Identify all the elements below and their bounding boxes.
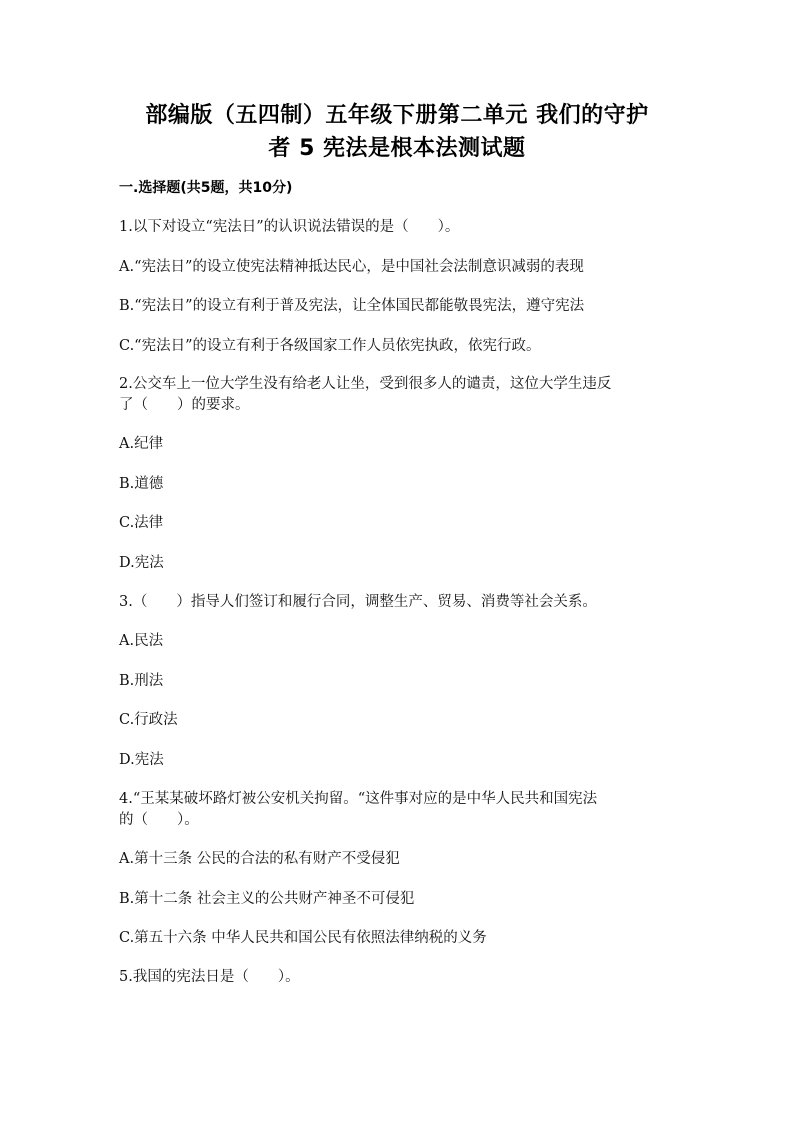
question-4-stem-line-2: 的（ ）。 (119, 812, 199, 828)
question-2-option-a: A.纪律 (119, 436, 164, 452)
section-heading: 一.选择题(共5题，共10分) (119, 180, 293, 196)
question-4-option-b: B.第十二条 社会主义的公共财产神圣不可侵犯 (119, 891, 415, 907)
question-3-option-d: D.宪法 (119, 752, 164, 768)
question-4-stem-line-1: 4.“王某某破坏路灯被公安机关拘留。“这件事对应的是中华人民共和国宪法 (119, 791, 598, 807)
question-1-stem: 1.以下对设立“宪法日”的认识说法错误的是（ ）。 (119, 219, 460, 235)
question-3-option-a: A.民法 (119, 633, 164, 649)
question-4-option-c: C.第五十六条 中华人民共和国公民有依照法律纳税的义务 (119, 930, 487, 946)
question-2-option-c: C.法律 (119, 515, 164, 531)
question-4-option-a: A.第十三条 公民的合法的私有财产不受侵犯 (119, 851, 400, 867)
question-2-stem-line-2: 了（ ）的要求。 (119, 397, 250, 413)
question-1-option-c: C.“宪法日”的设立有利于各级国家工作人员依宪执政，依宪行政。 (119, 338, 541, 354)
question-2-option-b: B.道德 (119, 476, 164, 492)
question-2-stem-line-1: 2.公交车上一位大学生没有给老人让坐，受到很多人的谴责，这位大学生违反 (119, 376, 612, 392)
question-5-stem: 5.我国的宪法日是（ ）。 (119, 969, 300, 985)
question-3-option-c: C.行政法 (119, 712, 178, 728)
question-1-option-a: A.“宪法日”的设立使宪法精神抵达民心，是中国社会法制意识减弱的表现 (119, 259, 584, 275)
question-2-option-d: D.宪法 (119, 555, 164, 571)
question-3-option-b: B.刑法 (119, 673, 164, 689)
document-title-line-1: 部编版（五四制）五年级下册第二单元 我们的守护 (145, 103, 649, 128)
question-1-option-b: B.“宪法日”的设立有利于普及宪法，让全体国民都能敬畏宪法，遵守宪法 (119, 298, 585, 314)
question-3-stem: 3.（ ）指导人们签订和履行合同，调整生产、贸易、消费等社会关系。 (119, 594, 597, 610)
document-title-line-2: 者 5 宪法是根本法测试题 (268, 136, 526, 161)
